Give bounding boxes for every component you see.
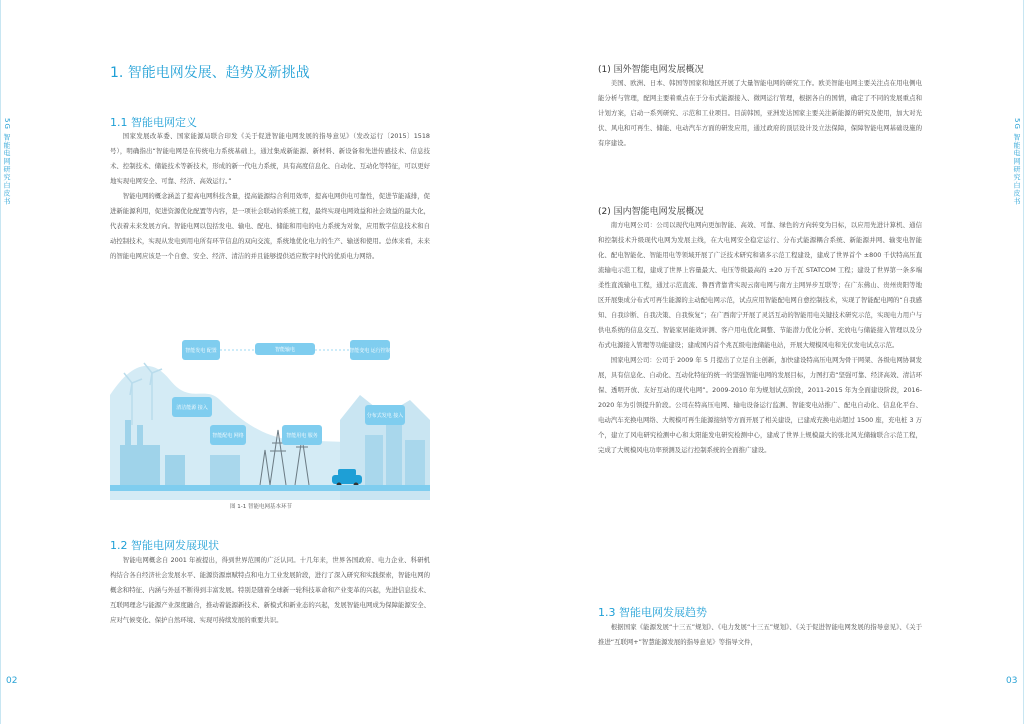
domestic-paragraph-2: 国家电网公司：公司于 2009 年 5 月提出了立足自主创新，加快建设特高压电网为骨干网架、各级电网协调发展，具有信息化、自动化、互动化特征的统一的坚强智能电网的发展目标，力图打造“坚强可靠、经济高效、清洁环保、透明开放、友好互动的现代电网”。2009-2010 年为规划试点阶段，2011-2015 年为全面建设阶段，2016-2020 年为引领提升阶段。公司在特高压电网、输电设备运行监测、智能变电站推广、配电自动化、信息化平台、电动汽车充换电网络、大规模可再生能源接纳等方面开展了相关建设，已建成充换电站超过 1500 座，充电桩 3 万个，建立了风电研究检测中心和太阳能发电研究检测中心，建成了世界上规模最大的张北风光储输联合示范工程，完成了大规模风电功率预测及运行控制系统的全面推广建设。 — [598, 356, 922, 454]
left-margin-line — [0, 0, 1, 724]
overseas-paragraph: 美国、欧洲、日本、韩国等国家和地区开展了大量智能电网的研究工作。欧美智能电网主要关注点在用电侧电能分析与管理，配网主要着重点在于分布式能源接入、微网运行管理，根据各自的国情，确定了不同的发展重点和计划方案，启动一系列研究、示范和工业项目。目前韩国，亚洲发达国家主要关注新能源的研究及使用，加大对光伏、风电和可再生、储能、电动汽车方面的研发应用，通过政府的顶层设计及立法保障，保障智能电网基础设施的有序建设。 — [598, 79, 922, 147]
label-bottom-left: 智能配电 网络 — [212, 433, 244, 439]
section-1-3-paragraph-1: 根据国家《能源发展“十三五”规划》、《电力发展“十三五”规划》、《关于促进智能电网发展的指导意见》、《关于推进“互联网+”智慧能源发展的指导意见》等指导文件， — [598, 623, 922, 646]
section-1-1-title: 1.1 智能电网定义 — [110, 116, 197, 129]
smart-grid-illustration — [110, 325, 430, 500]
section-1-1-paragraph-1: 国家发展改革委、国家能源局联合印发《关于促进智能电网发展的指导意见》（发改运行〔2015〕1518 号），明确指出“智能电网是在传统电力系统基础上，通过集成新能源、新材料、新设备和先进传感技术、信息技术、控制技术、储能技术等新技术，形成的新一代电力系统，具有高度信息化、自动化、互动化等特征，可以更好地实现电网安全、可靠、经济、高效运行。” — [110, 132, 430, 185]
overseas-subtitle: (1) 国外智能电网发展概况 — [598, 65, 704, 75]
domestic-paragraph-1: 南方电网公司：公司以现代电网向更加智能、高效、可靠、绿色的方向转变为目标，以应用先进计算机、通信和控制技术升级现代电网为发展主线，在大电网安全稳定运行、分布式能源耦合系统、新能源并网、输变电智能化、配电智能化、智能用电等领域开展了广泛技术研究和诸多示范工程建设，建成了世界首个 ±800 千伏特高压直流输电示范工程，建成了世界上容量最大、电压等级最高的 ±20 万千瓦 STATCOM 工程；建设了世界第一条多端柔性直流输电工程，通过示范直流、鲁西背靠背实现云南电网与南方主网异步互联等；在广东佛山、贵州贵阳等地区开展集成分布式可再生能源的主动配电网示范，试点应用智能配电网自愈控制技术，实现了智能配电网的“自我感知、自我诊断、自我决策、自我恢复”；在广西南宁开展了灵活互动的智能用电关键技术研究示范，实现电力用户与供电系统的信息交互、智能家居能效评测、客户用电优化调整、节能潜力优化分析、充放电与储能接入管理以及分布式电源接入管理等功能建设；建成国内首个兆瓦级电池储能电站，开展大规模风电和光伏发电试点示范。 — [598, 221, 922, 349]
chapter-title: 1. 智能电网发展、趋势及新挑战 — [110, 65, 310, 81]
label-top-right: 智能变电 运行控制 — [349, 348, 391, 354]
section-1-2-title: 1.2 智能电网发展现状 — [110, 539, 219, 552]
label-top-left: 智能发电 配置 — [185, 348, 217, 354]
section-1-1-paragraph-2: 智能电网的概念涵盖了提高电网科技含量，提高能源综合利用效率，提高电网供电可靠性，促进节能减排，促进新能源利用，促进资源优化配置等内容，是一项社会联动的系统工程，最终实现电网效益和社会效益的最大化，代表着未来发展方向。智能电网以包括发电、输电、配电、储能和用电的电力系统为对象，应用数字信息技术和自动控制技术，实现从发电到用电所有环节信息的双向交流，系统地优化电力的生产、输送和使用。总体来看，未来的智能电网应该是一个自愈、安全、经济、清洁的并且能够提供适应数字时代的优质电力网络。 — [110, 192, 430, 260]
smart-grid-svg — [110, 325, 430, 500]
section-1-2-paragraph-1: 智能电网概念自 2001 年被提出，得到世界范围的广泛认同。十几年来，世界各国政府、电力企业、科研机构结合各自经济社会发展水平、能源资源禀赋特点和电力工业发展阶段，进行了深入研究和实践探索，智能电网的概念和特征、内涵与外延不断得到丰富发展。特别是随着全球新一轮科技革命和产业变革的兴起，先进信息技术、互联网理念与能源产业深度融合，推动着能源新技术、新模式和新业态的兴起，发展智能电网成为保障能源安全、应对气候变化、保护自然环境、实现可持续发展的重要共识。 — [110, 556, 430, 624]
label-mid-right: 分布式发电 接入 — [366, 413, 404, 419]
section-1-3-title: 1.3 智能电网发展趋势 — [598, 606, 707, 619]
ground-strip — [110, 485, 430, 491]
overseas-body — [598, 76, 922, 151]
domestic-body — [598, 218, 922, 458]
section-1-1-body — [110, 129, 430, 264]
figure-caption: 图 1-1 智能电网基本环节 — [230, 504, 292, 510]
section-1-3-body — [598, 620, 922, 650]
page-number-right: 03 — [1006, 676, 1018, 686]
left-side-tab: 5G 智能电网研究白皮书 — [3, 118, 11, 206]
section-1-2-body — [110, 553, 430, 628]
right-side-tab: 5G 智能电网研究白皮书 — [1013, 118, 1021, 206]
domestic-subtitle: (2) 国内智能电网发展概况 — [598, 207, 704, 217]
label-mid-left: 清洁能源 接入 — [176, 405, 208, 411]
label-bottom-mid: 智能用电 服务 — [286, 433, 318, 439]
page-number-left: 02 — [6, 676, 18, 686]
label-top-mid: 智能输电 — [274, 347, 296, 353]
right-page — [512, 0, 1024, 724]
